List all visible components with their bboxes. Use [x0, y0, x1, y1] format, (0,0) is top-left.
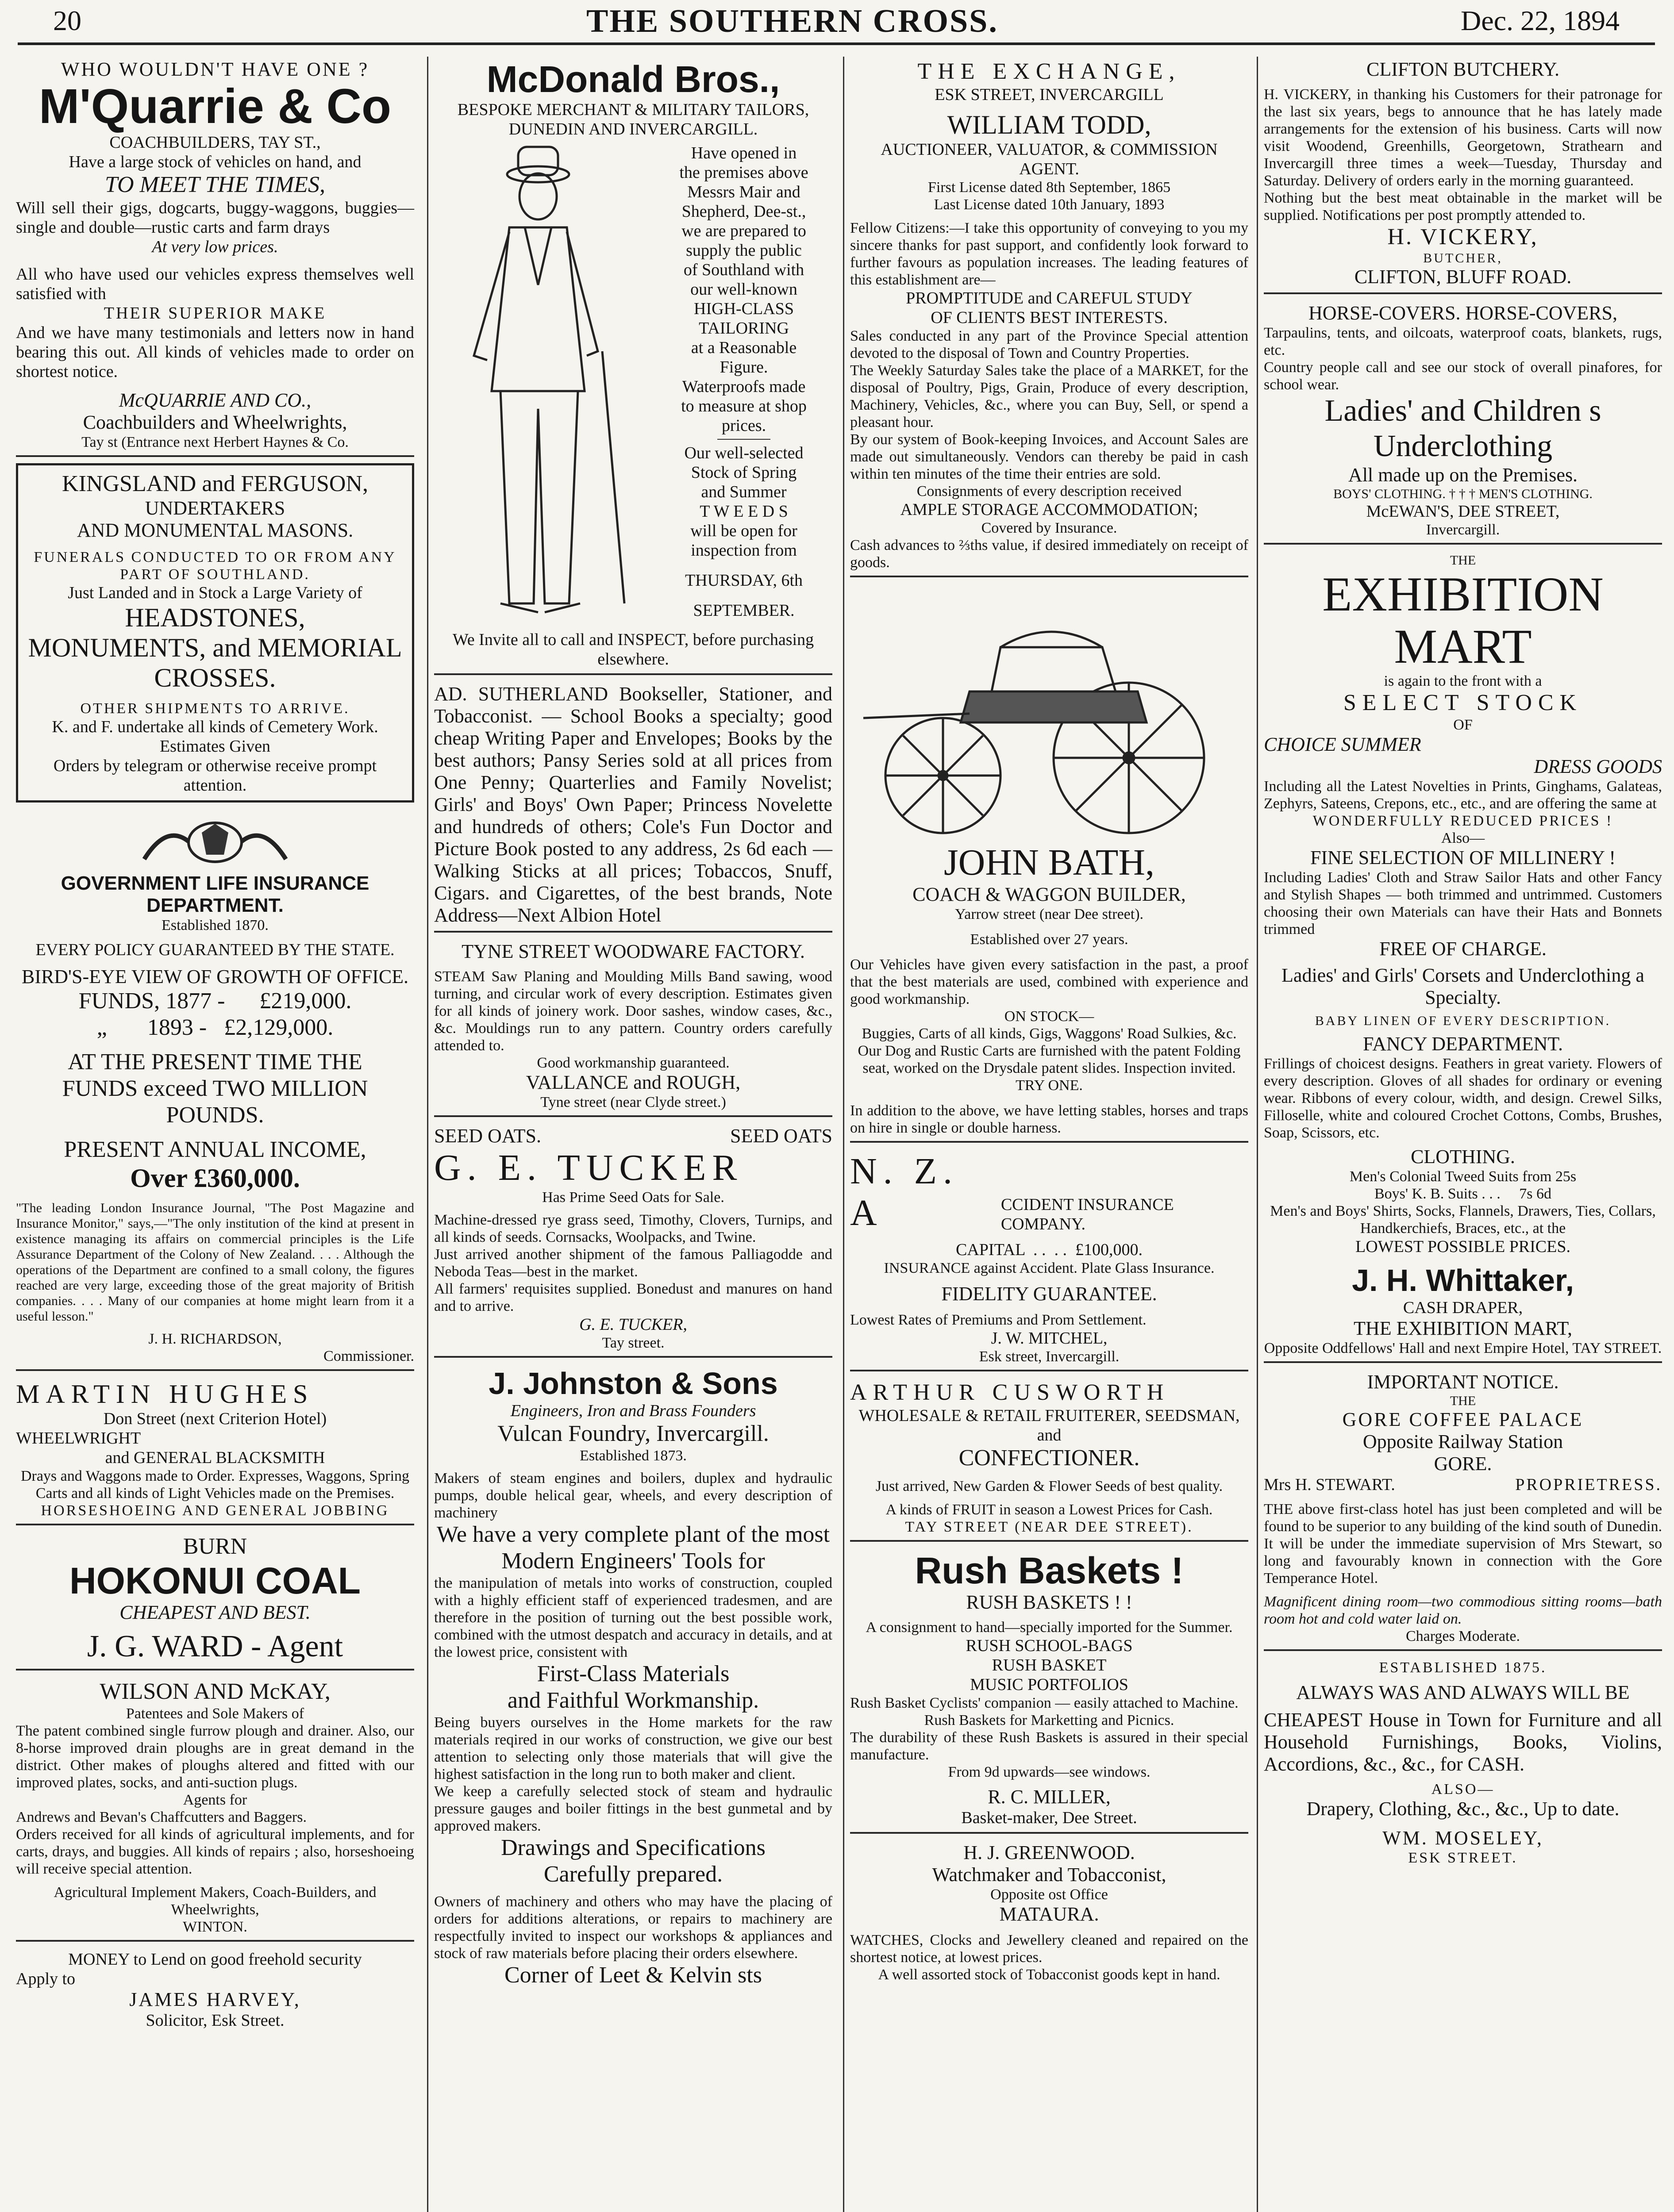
ad-text: Have opened in	[691, 144, 797, 162]
ad-firm-name: GOVERNMENT LIFE INSURANCE DEPARTMENT.	[61, 872, 369, 916]
buggy-illustration	[854, 590, 1244, 837]
ad-address: Tay st (Entrance next Herbert Haynes & Co.	[81, 434, 349, 450]
ad-headline: PROMPTITUDE and CAREFUL STUDY	[906, 289, 1193, 307]
ad-text: Orders received for all kinds of agricultural implements, and for carts, drays, and buggies. All kinds of repairs ; also, horseshoeing will receive special attention.	[16, 1826, 414, 1877]
ad-text: Buggies, Carts of all kinds, Gigs, Waggons' Road Sulkies, &c. Our Dog and Rustic Carts are furnished with the patent Folding seat, worked on the Drysdale patent slides. Inspection invited.	[858, 1025, 1241, 1076]
ad-text: All who have used our vehicles express themselves well satisfied with	[16, 265, 414, 303]
ad-text: Drapery, Clothing, &c., &c., Up to date.	[1306, 1798, 1620, 1820]
ad-trade: COACHBUILDERS, TAY ST.,	[109, 133, 321, 152]
tailor-figure-illustration	[434, 143, 642, 630]
ad-headline: LOWEST POSSIBLE PRICES.	[1355, 1237, 1570, 1256]
ad-text: FUNDS exceed TWO MILLION POUNDS.	[62, 1076, 368, 1128]
ad-text: K. and F. undertake all kinds of Cemetery Work. Estimates Given	[52, 718, 378, 756]
ad-text: Just arrived, New Garden & Flower Seeds of best quality.	[875, 1478, 1223, 1494]
column-3	[847, 57, 1251, 2212]
ad-text: Watchmaker and Tobacconist,	[932, 1864, 1166, 1886]
ad-firm-name: N. Z. A	[850, 1151, 958, 1233]
ad-text: In addition to the above, we have letting stables, horses and traps on hire in single or double harness.	[850, 1102, 1248, 1136]
ad-text: Rush Basket Cyclists' companion — easily attached to Machine.	[850, 1695, 1239, 1711]
ad-text: We Invite all to call and INSPECT, before purchasing elsewhere.	[452, 630, 814, 668]
ad-text: AT THE PRESENT TIME THE	[68, 1049, 362, 1075]
ad-headline: SEED OATS.	[434, 1125, 542, 1147]
ad-text: Also—	[1441, 830, 1485, 846]
ad-signature: Mrs H. STEWART.	[1264, 1475, 1395, 1494]
ad-firm-name: JOHN BATH,	[943, 842, 1155, 883]
ad-nz-accident	[850, 1149, 1248, 1371]
ad-headline: DRESS GOODS	[1534, 756, 1662, 777]
ad-address: TAY STREET (NEAR DEE STREET).	[905, 1519, 1193, 1535]
ad-headline: AMPLE STORAGE ACCOMMODATION;	[900, 500, 1198, 519]
ad-signature: VALLANCE and ROUGH,	[526, 1071, 741, 1093]
ad-martin-hughes	[16, 1377, 414, 1525]
ad-text: All farmers' requisites supplied. Bonedust and manures on hand and to arrive.	[434, 1281, 832, 1314]
ad-text: Including Ladies' Cloth and Straw Sailor Hats and other Fancy and Stylish Shapes — both trimmed and untrimmed. Customers choosing their own Materials can have their Hats and Bonnets trimmed	[1264, 869, 1662, 937]
ad-text: First License dated 8th September, 1865	[927, 179, 1171, 196]
ad-text: WHEELWRIGHT	[16, 1429, 141, 1448]
ad-text: EVERY POLICY GUARANTEED BY THE STATE.	[35, 941, 395, 959]
ad-figure: „ 1893 - £2,129,000.	[96, 1015, 334, 1040]
ad-address: GORE.	[1434, 1453, 1492, 1475]
ad-signature: R. C. MILLER,	[988, 1786, 1111, 1808]
ad-headline: IMPORTANT NOTICE.	[1367, 1371, 1559, 1393]
ad-firm-name: MARTIN HUGHES	[16, 1379, 314, 1409]
ad-text: Waterproofs made	[682, 377, 806, 396]
ad-text: All made up on the Premises.	[1348, 464, 1578, 486]
ad-address: Esk street, Invercargill.	[979, 1348, 1120, 1365]
ad-text: BOYS' CLOTHING. † † † MEN'S CLOTHING.	[1333, 487, 1593, 501]
ad-john-bath	[850, 584, 1248, 1143]
masthead-rule	[18, 42, 1655, 45]
ad-text: AUCTIONEER, VALUATOR, & COMMISSION AGENT.	[881, 140, 1218, 178]
ad-text: Our well-selected	[684, 444, 804, 462]
ad-text: PRESENT ANNUAL INCOME,	[64, 1137, 366, 1162]
ad-text: Shepherd, Dee-st.,	[681, 202, 806, 221]
ad-text: the premises above	[679, 163, 808, 182]
ad-text: Andrews and Bevan's Chaffcutters and Baggers.	[16, 1809, 307, 1825]
ad-text: INSURANCE against Accident. Plate Glass Insurance.	[884, 1260, 1215, 1276]
ad-address: Yarrow street (near Dee street).	[954, 906, 1144, 922]
ad-text: Just Landed and in Stock a Large Variety of	[68, 584, 362, 602]
ad-address: ESK STREET.	[1408, 1850, 1518, 1866]
ad-text: Orders by telegram or otherwise receive prompt attention.	[53, 757, 377, 795]
ad-address: Tay street.	[602, 1335, 665, 1351]
ad-text: A consignment to hand—specially imported for the Summer.	[866, 1619, 1233, 1636]
ad-headline: Rush Baskets !	[915, 1550, 1184, 1591]
ad-text: PROPRIETRESS.	[1515, 1475, 1662, 1494]
ad-text: HIGH-CLASS	[694, 300, 794, 318]
ad-text: of Southland with	[683, 261, 804, 279]
ad-headline: FINE SELECTION OF MILLINERY !	[1310, 847, 1616, 868]
ad-text: DUNEDIN AND INVERCARGILL.	[508, 120, 758, 138]
ad-firm-name: McDonald Bros.,	[486, 58, 780, 100]
ad-exhibition-mart	[1264, 551, 1662, 1363]
ad-text: Engineers, Iron and Brass Founders	[510, 1402, 756, 1420]
ad-sutherland	[434, 681, 832, 933]
ad-gore-coffee-palace	[1264, 1369, 1662, 1651]
ad-firm-name: WILSON AND McKAY,	[100, 1679, 331, 1704]
ad-text: Last License dated 10th January, 1893	[934, 196, 1165, 213]
ad-text: ALSO—	[1431, 1781, 1495, 1797]
ad-text: Has Prime Seed Oats for Sale.	[542, 1189, 724, 1206]
newspaper-title: THE SOUTHERN CROSS.	[586, 3, 998, 39]
ad-text: Established 1870.	[162, 917, 269, 933]
ad-text: RUSH BASKETS ! !	[966, 1591, 1132, 1613]
divider	[717, 439, 770, 440]
ad-signature: McQUARRIE AND CO.,	[119, 389, 312, 411]
ad-headline: and Faithful Workmanship.	[507, 1688, 759, 1713]
ad-text: A well assorted stock of Tobacconist goods kept in hand.	[878, 1966, 1220, 1983]
ad-text: TRY ONE.	[1016, 1077, 1083, 1094]
ad-signature: J. G. WARD - Agent	[87, 1629, 343, 1663]
ad-headline: CONFECTIONER.	[958, 1445, 1140, 1471]
ad-headline: FANCY DEPARTMENT.	[1362, 1033, 1563, 1055]
ad-mcewans	[1264, 300, 1662, 545]
ad-kicker: WHO WOULDN'T HAVE ONE ?	[61, 58, 369, 80]
ad-address: Basket-maker, Dee Street.	[961, 1809, 1137, 1827]
ad-text: TAILORING	[699, 319, 789, 338]
ad-mquarrie	[16, 57, 414, 457]
ad-text: Figure.	[720, 358, 768, 376]
ad-text: RUSH SCHOOL-BAGS	[966, 1636, 1133, 1655]
ad-text: BUTCHER,	[1423, 251, 1503, 265]
ad-text: Country people call and see our stock of overall pinafores, for school wear.	[1264, 359, 1662, 393]
ad-text: From 9d upwards—see windows.	[948, 1764, 1151, 1780]
ad-signature: J. W. MITCHEL,	[991, 1329, 1108, 1348]
ad-text: Will sell their gigs, dogcarts, buggy-waggons, buggies—single and double—rustic carts and farm drays	[16, 199, 414, 237]
ad-text: BABY LINEN OF EVERY DESCRIPTION.	[1315, 1014, 1611, 1028]
ad-text: STEAM Saw Planing and Moulding Mills Band sawing, wood turning, and circular work of every description. Estimates given for all kinds of joinery work. Door sashes, window cases, &c., &c. Mouldings run to any pattern. Country orders carefully attended to.	[434, 968, 832, 1054]
ad-text: ESTABLISHED 1875.	[1379, 1659, 1547, 1676]
ad-firm-name: KINGSLAND and FERGUSON,	[62, 471, 368, 496]
ad-text: We keep a carefully selected stock of steam and hydraulic pressure gauges and boiler fittings in the best gunmetal and by approved makers.	[434, 1783, 832, 1834]
column-rule	[427, 57, 428, 2212]
ad-firm-name: G. E. TUCKER	[434, 1147, 743, 1188]
ad-figure: Over £360,000.	[130, 1164, 300, 1193]
column-rule	[843, 57, 844, 2212]
ad-address: Invercargill.	[1426, 522, 1500, 538]
ad-text: is again to the front with a	[1384, 673, 1542, 689]
ad-text: Consignments of every description received	[916, 483, 1182, 499]
ad-text: THURSDAY, 6th	[685, 571, 803, 590]
ad-text: UNDERTAKERS	[145, 497, 285, 519]
ad-firm-name: CCIDENT INSURANCE COMPANY.	[1001, 1195, 1174, 1233]
ad-text: Including all the Latest Novelties in Prints, Ginghams, Galateas, Zephyrs, Sateens, Crepons, etc., etc., and are offering the same at	[1264, 778, 1662, 812]
ad-text: By our system of Book-keeping Invoices, and Account Sales are made out simultaneously. Vendors can thereby be paid in cash within ten minutes of the time their entries are sold.	[850, 431, 1248, 482]
ad-hokonui-coal	[16, 1532, 414, 1671]
ad-mcdonald-bros	[434, 57, 832, 675]
ad-rush-baskets	[850, 1548, 1248, 1834]
ad-proprietor-row	[1264, 1475, 1662, 1494]
ad-signature: WM. MOSELEY,	[1382, 1827, 1543, 1849]
ad-headline: MART	[1394, 619, 1532, 673]
ad-headline: HORSE-COVERS. HORSE-COVERS,	[1308, 302, 1617, 324]
ad-text: H. VICKERY, in thanking his Customers for their patronage for the last six years, begs to announce that he has lately made arrangements for the extension of his business. Carts will now visit Woodend, Greenhills, Georgetown, Strathearn and Invercargill three times a week—Tuesday, Thursday and Saturday. Delivery of orders early in the morning guaranteed.	[1264, 86, 1662, 189]
ad-wilson-mckay	[16, 1677, 414, 1942]
ad-headline: Vulcan Foundry, Invercargill.	[497, 1421, 769, 1446]
ad-address: WINTON.	[183, 1919, 247, 1935]
column-2	[431, 57, 835, 2212]
ad-firm-name: J. H. Whittaker,	[1352, 1263, 1574, 1298]
ad-signature: J. H. RICHARDSON,	[148, 1331, 282, 1347]
ad-address: Opposite ost Office	[990, 1886, 1108, 1903]
ad-johnston-sons	[434, 1364, 832, 1993]
ad-text: Makers of steam engines and boilers, duplex and hydraulic pumps, double helical gear, wheels, and every description of machinery	[434, 1470, 832, 1521]
ad-text: BESPOKE MERCHANT & MILITARY TAILORS,	[457, 100, 809, 119]
ad-headline: Ladies' and Children s	[1324, 394, 1601, 428]
ad-text: Magnificent dining room—two commodious sitting rooms—bath room hot and cold water laid on.	[1264, 1594, 1662, 1627]
ad-text: Established over 27 years.	[970, 931, 1128, 948]
ad-tucker	[434, 1123, 832, 1358]
ad-text: At very low prices.	[152, 238, 278, 256]
ad-text: to measure at shop	[681, 397, 807, 415]
ad-kingsland	[16, 463, 414, 803]
ad-text: supply the public	[686, 241, 802, 260]
ad-text: Men's and Boys' Shirts, Socks, Flannels, Drawers, Ties, Collars, Handkerchiefs, Braces, etc., at the	[1270, 1203, 1656, 1237]
ad-signature: H. VICKERY,	[1387, 224, 1539, 250]
ad-tyne-street	[434, 939, 832, 1117]
ad-text: Fellow Citizens:—I take this opportunity of conveying to you my sincere thanks for past support, and confidently look forward to further favours as population increases. The leading features of this establishment are—	[850, 220, 1248, 288]
ad-text: Patentees and Sole Makers of	[126, 1705, 304, 1722]
ad-text: SEPTEMBER.	[693, 601, 795, 620]
ad-government-life	[16, 809, 414, 1371]
ad-moseley	[1264, 1657, 1662, 1871]
ad-text: Established 1873.	[580, 1448, 687, 1464]
ad-text: our well-known	[690, 280, 797, 299]
ad-headline: TYNE STREET WOODWARE FACTORY.	[462, 941, 805, 962]
ad-text: THE above first-class hotel has just been completed and will be found to be superior to any building of the kind south of Dunedin. It will be under the immediate supervision of Mrs Stewart, so long and favourably known in connection with the Gore Temperance Hotel.	[1264, 1501, 1662, 1586]
ad-text: CHEAPEST AND BEST.	[119, 1601, 311, 1623]
ad-the-exchange	[850, 57, 1248, 577]
ad-text: and GENERAL BLACKSMITH	[105, 1448, 325, 1467]
ad-text: Rush Baskets for Marketting and Picnics.	[924, 1712, 1174, 1728]
ad-text: THE	[1450, 1394, 1476, 1408]
ad-text: AND MONUMENTAL MASONS.	[77, 519, 354, 541]
ad-headline: FREE OF CHARGE.	[1379, 938, 1547, 960]
ad-text: The durability of these Rush Baskets is assured in their special manufacture.	[850, 1729, 1248, 1763]
ad-headline: EXHIBITION	[1322, 567, 1604, 621]
ad-headline: SELECT STOCK	[1343, 690, 1583, 715]
ad-sidebar-text	[655, 143, 832, 630]
ad-text: Men's Colonial Tweed Suits from 25s	[1349, 1168, 1577, 1185]
ad-firm-name: ARTHUR CUSWORTH	[850, 1380, 1170, 1405]
ad-text: BURN	[183, 1534, 247, 1559]
ad-firm-name: GORE COFFEE PALACE	[1342, 1409, 1584, 1430]
ad-headline: CHOICE SUMMER	[1264, 733, 1421, 755]
ad-text: RUSH BASKET	[992, 1656, 1107, 1674]
ad-address: Solicitor, Esk Street.	[146, 2011, 285, 2030]
ad-text: CASH DRAPER,	[1403, 1298, 1523, 1317]
ad-text: AD. SUTHERLAND Bookseller, Stationer, and Tobacconist. — School Books a specialty; good cheap Writing Paper and Envelopes; Books by the best authors; Pansy Series sold at all prices from One Penny; Quarterlies and Family Novelist; Girls' and Boys' Own Paper; Princess Novelette and hundreds of others; Cole's Fun Doctor and Picture Book posted to any address, 2s 6d each —Walking Sticks at all prices; Tobaccos, Snuff, Cigars. and Cigarettes, of the best brands, Note Address—Next Albion Hotel	[434, 683, 832, 926]
ad-greenwood	[850, 1840, 1248, 1988]
ad-text: MUSIC PORTFOLIOS	[970, 1675, 1128, 1694]
ad-address: Opposite Railway Station	[1362, 1431, 1563, 1452]
ad-text: the manipulation of metals into works of construction, coupled with a highly efficient staff of experienced tradesmen, and are therefore in the position of turning out the best possible work, combined with the utmost despatch and accuracy in details, and at the lowest price, consistent with	[434, 1575, 832, 1660]
ad-text: WHOLESALE & RETAIL FRUITERER, SEEDSMAN, and	[858, 1406, 1240, 1444]
ad-text: Agricultural Implement Makers, Coach-Builders, and Wheelwrights,	[54, 1884, 377, 1918]
ad-address: Don Street (next Criterion Hotel)	[103, 1409, 327, 1428]
ad-address: MATAURA.	[999, 1903, 1099, 1925]
ad-firm-name: McEWAN'S, DEE STREET,	[1366, 502, 1560, 521]
ad-headline: Underclothing	[1373, 429, 1553, 463]
ad-headline: TO MEET THE TIMES,	[105, 172, 325, 197]
ad-arthur-cusworth	[850, 1378, 1248, 1542]
ad-text: prices.	[721, 416, 766, 435]
ad-headline: SEED OATS	[730, 1125, 832, 1147]
ad-text: OF	[1453, 717, 1473, 733]
ad-text: MONEY to Lend on good freehold security	[68, 1950, 362, 1969]
ad-headline: CLIFTON BUTCHERY.	[1366, 58, 1559, 80]
ad-text: Frillings of choicest designs. Feathers in great variety. Flowers of every description. Gloves of all shades for ordinary or evening wear. Ribbons of every colour, width, and design. Crewel Silks, Filloselle, white and coloured Crochet Cottons, Combs, Brushes, Soap, Scissors, etc.	[1264, 1056, 1662, 1141]
ad-headline: Modern Engineers' Tools for	[501, 1548, 765, 1574]
column-rule	[1257, 57, 1258, 2212]
ad-text: WONDERFULLY REDUCED PRICES !	[1312, 813, 1613, 829]
column-4	[1261, 57, 1665, 2212]
ad-text: Apply to	[16, 1970, 76, 1988]
ad-figure: FUNDS, 1877 - £219,000.	[78, 988, 352, 1014]
ad-text: HORSESHOEING AND GENERAL JOBBING	[41, 1502, 389, 1519]
ad-text: at a Reasonable	[691, 338, 797, 357]
ad-headline: OF CLIENTS BEST INTERESTS.	[931, 308, 1168, 327]
ad-text: THE EXHIBITION MART,	[1354, 1317, 1572, 1339]
coat-of-arms-icon	[91, 815, 339, 868]
ad-header-row	[434, 1125, 832, 1147]
ad-text: Just arrived another shipment of the famous Palliagodde and Neboda Teas—best in the market.	[434, 1246, 832, 1280]
ad-headline: First-Class Materials	[537, 1661, 730, 1686]
ad-firm-name: M'Quarrie & Co	[38, 79, 392, 134]
ad-text: Sales conducted in any part of the Province Special attention devoted to the disposal of Town and Country Properties.	[850, 328, 1248, 361]
ad-headline: CLOTHING.	[1411, 1146, 1515, 1167]
ad-text: CHEAPEST House in Town for Furniture and all Household Furnishings, Books, Violins, Accordions, &c., &c., for CASH.	[1264, 1709, 1662, 1775]
ad-text: we are prepared to	[681, 222, 806, 240]
ad-firm-name: J. Johnston & Sons	[489, 1366, 778, 1401]
ad-text: Cash advances to ⅔ths value, if desired immediately on receipt of goods.	[850, 537, 1248, 571]
ad-text: Lowest Rates of Premiums and Prom Settlement.	[850, 1312, 1147, 1328]
ad-text: OTHER SHIPMENTS TO ARRIVE.	[80, 700, 350, 717]
issue-date: Dec. 22, 1894	[1460, 5, 1620, 36]
ad-text: Good workmanship guaranteed.	[537, 1055, 730, 1071]
ad-text: WATCHES, Clocks and Jewellery cleaned and repaired on the shortest notice, at lowest prices.	[850, 1932, 1248, 1966]
ad-headline: Drawings and Specifications	[501, 1835, 766, 1860]
ad-headline: MONUMENTS, and MEMORIAL CROSSES.	[28, 633, 402, 692]
ad-signature: Coachbuilders and Wheelwrights,	[83, 411, 347, 433]
ad-headline: FIDELITY GUARANTEE.	[941, 1283, 1157, 1305]
ad-text: inspection from	[691, 541, 797, 560]
ad-text: Charges Moderate.	[1405, 1628, 1520, 1644]
ad-headline: Carefully prepared.	[543, 1862, 723, 1887]
ad-text: Have a large stock of vehicles on hand, and	[69, 153, 362, 171]
masthead	[27, 0, 1651, 41]
ad-text: BIRD'S-EYE VIEW OF GROWTH OF OFFICE.	[21, 966, 409, 987]
ad-text: Boys' K. B. Suits . . . 7s 6d	[1374, 1186, 1552, 1202]
ad-signature: Commissioner.	[323, 1348, 414, 1364]
ad-text: T W E E D S	[700, 502, 788, 521]
ad-headline: We have a very complete plant of the most	[436, 1522, 830, 1547]
ad-text: COACH & WAGGON BUILDER,	[912, 883, 1186, 905]
ad-headline: THE EXCHANGE,	[917, 59, 1181, 84]
ad-text: Being buyers ourselves in the Home markets for the raw materials reqired in our works of construction, we give our best attention to selecting only those materials that will give the highest satisfaction in the long run to both maker and client.	[434, 1714, 832, 1782]
ad-address: Opposite Oddfellows' Hall and next Empire Hotel, TAY STREET.	[1264, 1340, 1662, 1356]
ad-text: THEIR SUPERIOR MAKE	[104, 304, 327, 323]
ad-text: And we have many testimonials and letters now in hand bearing this out. All kinds of vehicles made to order on shortest notice.	[16, 323, 414, 381]
ad-quote: "The leading London Insurance Journal, "The Post Magazine and Insurance Monitor," says,—"The only institution of the kind at present in existence managing its affairs on commercial principles is the Life Assurance Department of the Colony of New Zealand. . . . Although the operations of the Department are confined to a small colony, the figures reached are very large, exceeding those of the great majority of British companies. . . . Many of our companies at home might learn from it a useful lesson."	[16, 1201, 414, 1324]
ad-text: ON STOCK—	[1004, 1008, 1094, 1025]
ad-signature: G. E. TUCKER,	[579, 1315, 687, 1334]
ad-text: Machine-dressed rye grass seed, Timothy, Clovers, Turnips, and all kinds of seeds. Cornsacks, Woolpacks, and Twine.	[434, 1212, 832, 1245]
ad-headline: ALWAYS WAS AND ALWAYS WILL BE	[1296, 1682, 1630, 1703]
ad-text: A kinds of FRUIT in season a Lowest Prices for Cash.	[885, 1502, 1213, 1518]
ad-text: will be open for	[690, 522, 797, 540]
ad-clifton-butchery	[1264, 57, 1662, 294]
column-1	[13, 57, 417, 2212]
ad-text: Nothing but the best meat obtainable in the market will be supplied. Notifications per post promptly attended to.	[1264, 190, 1662, 223]
ad-text: FUNERALS CONDUCTED TO OR FROM ANY PART OF SOUTHLAND.	[34, 549, 396, 583]
ad-address: CLIFTON, BLUFF ROAD.	[1354, 266, 1572, 288]
ad-text: Tarpaulins, tents, and oilcoats, waterproof coats, blankets, rugs, etc.	[1264, 325, 1662, 358]
ad-text: Our Vehicles have given every satisfaction in the past, a proof that the best materials are used, combined with experience and good workmanship.	[850, 956, 1248, 1007]
ad-text: Agents for	[183, 1792, 247, 1808]
ad-text: THE	[1450, 553, 1476, 568]
ad-firm-name: WILLIAM TODD,	[947, 110, 1151, 139]
page-number: 20	[53, 5, 81, 36]
ad-address: Corner of Leet & Kelvin sts	[504, 1962, 762, 1988]
ad-text: Ladies' and Girls' Corsets and Underclothing a Specialty.	[1281, 964, 1644, 1008]
ad-text: Covered by Insurance.	[981, 520, 1117, 536]
ad-address: ESK STREET, INVERCARGILL	[935, 85, 1164, 104]
ad-headline: HEADSTONES,	[125, 603, 305, 632]
ad-text: The Weekly Saturday Sales take the place of a MARKET, for the disposal of Poultry, Pigs, Grain, Produce of every description, Machinery, Vehicles, &c., where you can Buy, Sell, or spend a pleasant hour.	[850, 362, 1248, 430]
ad-text: Stock of Spring	[691, 463, 797, 482]
ad-address: Tyne street (near Clyde street.)	[540, 1094, 726, 1110]
ad-text: and Summer	[701, 483, 787, 501]
ad-figure: CAPITAL . . . . £100,000.	[956, 1240, 1143, 1259]
ad-text: Owners of machinery and others who may have the placing of orders for additions alterations, or repairs to machinery are respectfully invited to inspect our workshops & appliances and stock of raw materials before placing their orders elsewhere.	[434, 1893, 832, 1962]
ad-text: Drays and Waggons made to Order. Expresses, Waggons, Spring Carts and all kinds of Light Vehicles made on the Premises.	[20, 1468, 410, 1502]
ad-james-harvey	[16, 1948, 414, 2035]
ad-text: The patent combined single furrow plough and drainer. Also, our 8-horse improved drain ploughs are in great demand in the district. Other makes of ploughs altered and fitted with our improved plates, socks, and anti-suction plugs.	[16, 1723, 414, 1791]
ad-signature: JAMES HARVEY,	[129, 1989, 301, 2010]
ad-headline: HOKONUI COAL	[69, 1560, 361, 1601]
ad-text: Messrs Mair and	[687, 183, 800, 201]
ad-firm-name: H. J. GREENWOOD.	[963, 1842, 1135, 1863]
